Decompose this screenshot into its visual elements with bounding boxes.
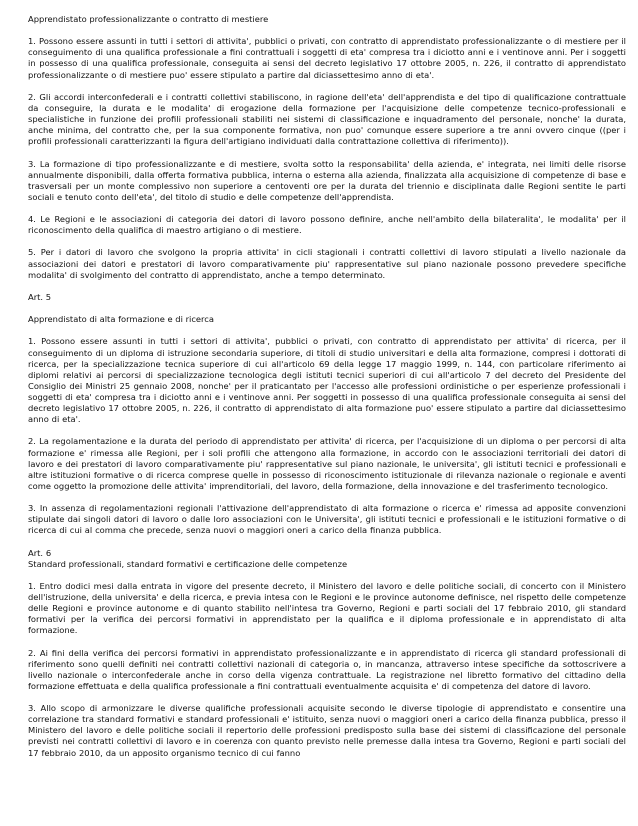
art5-title: Apprendistato di alta formazione e di ricerca: [28, 314, 214, 325]
art4-paragraph-5: 5. Per i datori di lavoro che svolgono la propria attivita' in cicli stagionali i contratti collettivi di lavoro stipulati a livello nazionale da associazioni dei datori e prestatori di lavoro comparativamente piu' rappresentative sul piano nazionale possono prevedere specifiche modalita' di svolgimento del contratto di apprendistato, anche a tempo determinato.: [28, 247, 626, 280]
art5-paragraph-3: 3. In assenza di regolamentazioni regionali l'attivazione dell'apprendistato di alta formazione o ricerca e' rimessa ad apposite convenzioni stipulate dai singoli datori di lavoro o dalle loro associazioni con le Universita', gli istituti tecnici e professionali e le istituzioni formative o di ricerca di cui al comma che precede, senza nuovi o maggiori oneri a carico della finanza pubblica.: [28, 503, 626, 536]
art4-paragraph-4: 4. Le Regioni e le associazioni di categoria dei datori di lavoro possono definire, anche nell'ambito della bilateralita', le modalita' per il riconoscimento della qualifica di maestro artigiano o di mestiere.: [28, 214, 626, 236]
art6-title: Standard professionali, standard formativi e certificazione delle competenze: [28, 558, 348, 569]
art5-paragraph-2: 2. La regolamentazione e la durata del periodo di apprendistato per attivita' di ricerca, per l'acquisizione di un diploma o per percorsi di alta formazione e' rimessa alle Regioni, per i soli profili che attengono alla formazione, in accordo con le associazioni territoriali dei datori di lavoro e dei prestatori di lavoro comparativamente piu' rappresentative sul piano nazionale, le universita', gli istituti tecnici e professionali e altre istituzioni formative o di ricerca comprese quelle in possesso di riconoscimento istituzionale di rilevanza nazionale o regionale e aventi come oggetto la promozione delle attivita' imprenditoriali, del lavoro, della formazione, della innovazione e del trasferimento tecnologico.: [28, 436, 626, 491]
section-title-apprendistato-professionalizzante: Apprendistato professionalizzante o contratto di mestiere: [28, 14, 269, 24]
art6-paragraph-2: 2. Ai fini della verifica dei percorsi formativi in apprendistato professionalizzante e in apprendistato di ricerca gli standard professionali di riferimento sono quelli definiti nei contratti collettivi nazionali di categoria o, in mancanza, attraverso intese specifiche da sottoscrivere a livello nazionale o interconfederale anche in corso della vigenza contrattuale. La registrazione nel libretto formativo del cittadino della formazione effettuata e della qualifica professionale a fini contrattuali eventualmente acquisita e' di competenza del datore di lavoro.: [28, 647, 626, 691]
art5-paragraph-1: 1. Possono essere assunti in tutti i settori di attivita', pubblici o privati, con contratto di apprendistato per attivita' di ricerca, per il conseguimento di un diploma di istruzione secondaria superiore, di titoli di studio universitari e della alta formazione, compresi i dottorati di ricerca, per la specializzazione tecnica superiore di cui all'articolo 69 della legge 17 maggio 1999, n. 144, con particolare riferimento ai diplomi relativi ai percorsi di specializzazione tecnologica degli istituti tecnici superiori di cui all'articolo 7 del decreto del Presidente del Consiglio dei Ministri 25 gennaio 2008, nonche' per il praticantato per l'accesso alle professioni ordinistiche o per esperienze professionali i soggetti di eta' compresa tra i diciotto anni e i ventinove anni. Per soggetti in possesso di una qualifica professionale conseguita ai sensi del decreto legislativo 17 ottobre 2005, n. 226, il contratto di apprendistato di alta formazione puo' essere stipulato a partire dal diciassettesimo anno di eta'.: [28, 336, 626, 425]
art6-label: Art. 6: [28, 547, 52, 558]
art4-paragraph-3: 3. La formazione di tipo professionalizzante e di mestiere, svolta sotto la responsabilita' della azienda, e' integrata, nei limiti delle risorse annualmente disponibili, dalla offerta formativa pubblica, interna o esterna alla azienda, finalizzata alla acquisizione di competenze di base e trasversali per un monte complessivo non superiore a centoventi ore per la durata del triennio e disciplinata dalle Regioni sentite le parti sociali e tenuto conto dell'eta', del titolo di studio e delle competenze dell'apprendista.: [28, 158, 626, 202]
art4-paragraph-2: 2. Gli accordi interconfederali e i contratti collettivi stabiliscono, in ragione dell'eta' dell'apprendista e del tipo di qualificazione contrattuale da conseguire, la durata e le modalita' di erogazione della formazione per l'acquisizione delle competenze tecnico-professionali e specialistiche in funzione dei profili professionali stabiliti nei sistemi di classificazione e inquadramento del personale, nonche' la durata, anche minima, del contratto che, per la sua componente formativa, non puo' comunque essere superiore a tre anni ovvero cinque ((per i profili professionali caratterizzanti la figura dell'artigiano individuati dalla contrattazione collettiva di riferimento)).: [28, 91, 626, 147]
document-body: [28, 14, 626, 759]
art6-paragraph-3: 3. Allo scopo di armonizzare le diverse qualifiche professionali acquisite secondo le diverse tipologie di apprendistato e consentire una correlazione tra standard formativi e standard professionali e' istituito, senza nuovi o maggiori oneri a carico della finanza pubblica, presso il Ministero del lavoro e delle politiche sociali il repertorio delle professioni predisposto sulla base dei sistemi di classificazione del personale previsti nei contratti collettivi di lavoro e in coerenza con quanto previsto nelle premesse dalla intesa tra Governo, Regioni e parti sociali del 17 febbraio 2010, da un apposito organismo tecnico di cui fanno: [28, 703, 626, 758]
art6-paragraph-1: 1. Entro dodici mesi dalla entrata in vigore del presente decreto, il Ministero del lavoro e delle politiche sociali, di concerto con il Ministero dell'istruzione, della universita' e della ricerca, e previa intesa con le Regioni e le province autonome definisce, nel rispetto delle competenze delle Regioni e province autonome e di quanto stabilito nell'intesa tra Governo, Regioni e parti sociali del 17 febbraio 2010, gli standard formativi per la verifica dei percorsi formativi in apprendistato per la qualifica e il diploma professionale e in apprendistato di alta formazione.: [28, 580, 626, 636]
art4-paragraph-1: 1. Possono essere assunti in tutti i settori di attivita', pubblici o privati, con contratto di apprendistato professionalizzante o di mestiere per il conseguimento di una qualifica professionale a fini contrattuali i soggetti di eta' compresa tra i diciotto anni e i ventinove anni. Per i soggetti in possesso di una qualifica professionale, conseguita ai sensi del decreto legislativo 17 ottobre 2005, n. 226, il contratto di apprendistato professionalizzante o di mestiere puo' essere stipulato a partire dal diciassettesimo anno di eta'.: [28, 36, 626, 80]
art5-label: Art. 5: [28, 291, 52, 302]
